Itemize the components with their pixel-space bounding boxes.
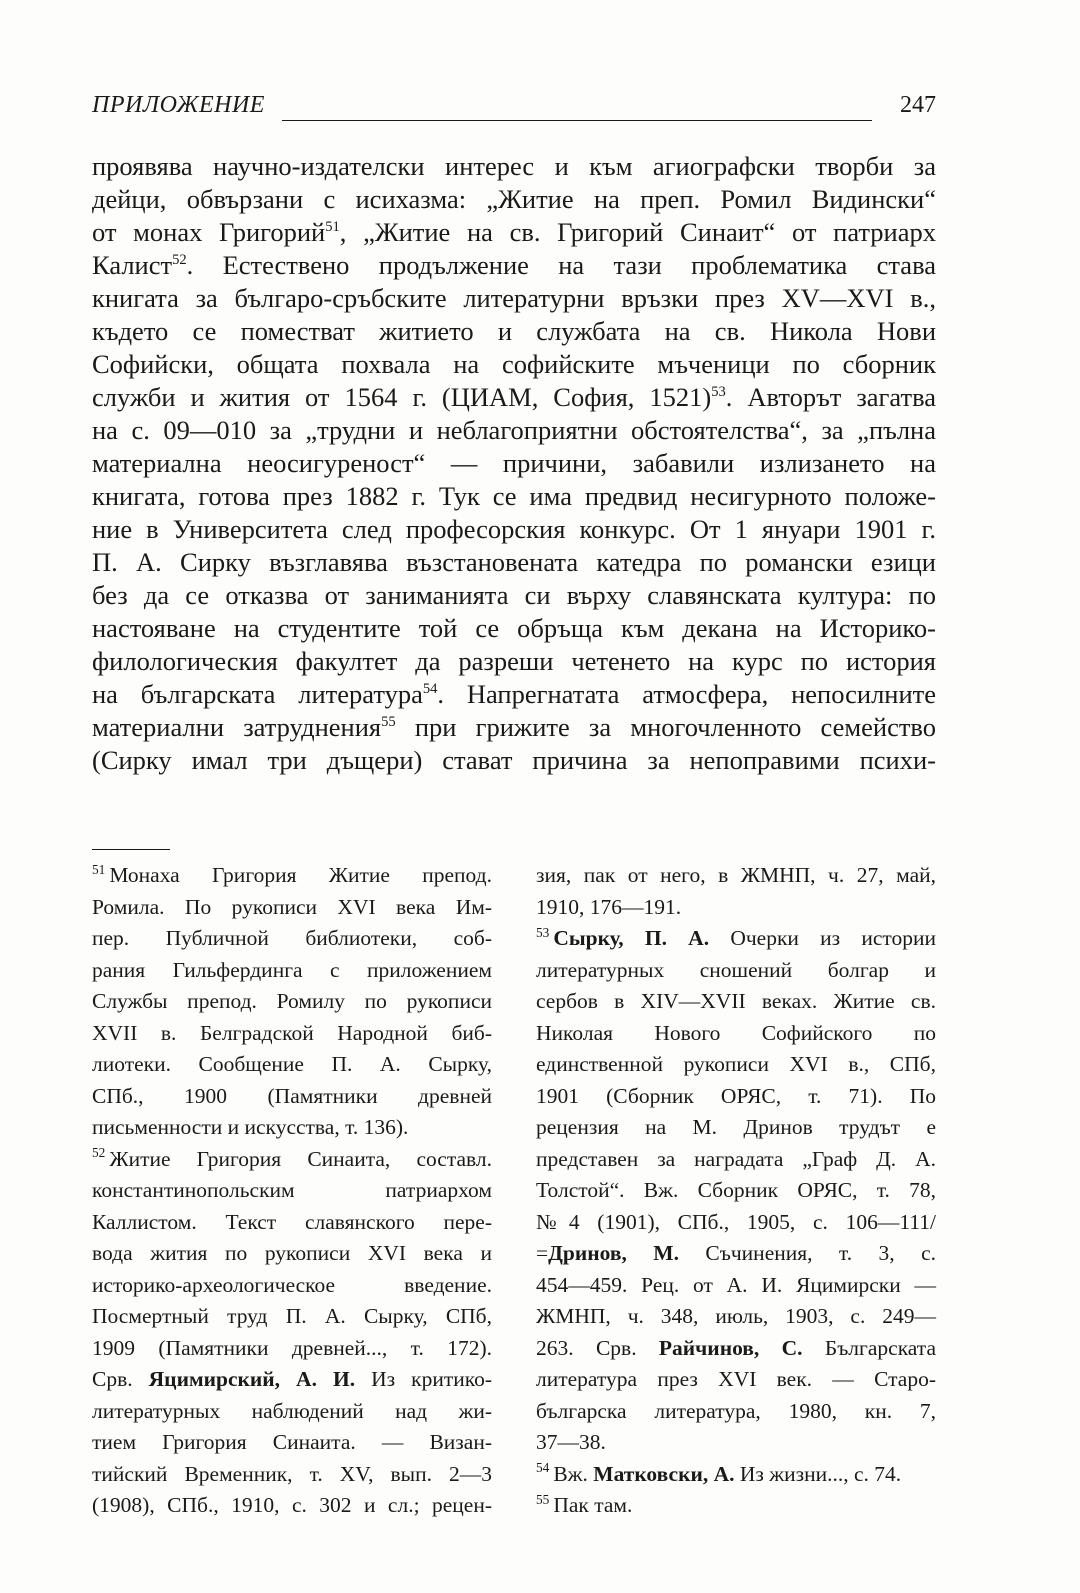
footnote-ref-54: 54 xyxy=(422,681,438,698)
footnote-line: Срв. Яцимирский, А. И. Из критико- xyxy=(92,1367,493,1391)
text-line: материална неосигуреност“ — причини, забавили излизането на xyxy=(92,448,936,478)
footnote-number-54: 54 xyxy=(536,1460,550,1476)
author-name: Яцимирский, А. И. xyxy=(148,1367,356,1391)
footnote-line: Ромила. По рукописи XVI века Им- xyxy=(92,894,492,919)
text-line: ние в Университета след професорския конкурс. От 1 януари 1901 г. xyxy=(92,514,936,544)
footnote-number-52: 52 xyxy=(92,1145,106,1161)
footnote-line: №4 (1901), СПб., 1905, с. 106—111/ xyxy=(536,1209,936,1234)
footnote-line: Каллистом. Текст славянского пере- xyxy=(92,1209,492,1234)
footnote-line: XVII в. Белградской Народной биб- xyxy=(92,1020,492,1045)
footnote-line: тийский Временник, т. XV, вып. 2—3 xyxy=(92,1461,492,1486)
footnotes-right-column xyxy=(536,860,936,1522)
text-line: настояване на студентите той се обръща към декана на Историко- xyxy=(92,613,936,643)
section-title: ПРИЛОЖЕНИЕ xyxy=(92,92,265,118)
footnote-line: $^{55}$ Пак там. xyxy=(536,1491,633,1517)
text-line: филологическия факултет да разреши четенето на курс по история xyxy=(92,646,936,676)
footnote-line: зия, пак от него, в ЖМНП, ч. 27, май, xyxy=(536,863,936,887)
footnote-line: СПб., 1900 (Памятники древней xyxy=(92,1083,492,1108)
text-line: където се поместват житието и службата на св. Никола Нови xyxy=(92,316,936,346)
text-line: на с. 09—010 за „трудни и неблагоприятни обстоятелства“, за „пълна xyxy=(92,415,936,445)
footnote-ref-51: 51 xyxy=(325,219,340,236)
footnote-separator xyxy=(92,849,170,850)
footnote-line: Службы препод. Ромилу по рукописи xyxy=(92,989,492,1013)
footnote-line: единственной рукописи XVI в., СПб, xyxy=(536,1052,936,1076)
footnote-line: 1909 (Памятники древней..., т. 172). xyxy=(92,1335,492,1360)
author-name: Райчинов, С. xyxy=(658,1335,803,1360)
text-line: без да се отказва от заниманията си върху славянската култура: по xyxy=(92,580,936,610)
main-text xyxy=(92,150,936,777)
footnote-line: 37—38. xyxy=(536,1430,606,1454)
footnote-line: българска литература, 1980, кн. 7, xyxy=(536,1398,936,1423)
footnote-number-55: 55 xyxy=(536,1491,550,1507)
footnote-line: литературных наблюдений над жи- xyxy=(92,1398,492,1423)
footnote-line: (1908), СПб., 1910, с. 302 и сл.; рецен- xyxy=(92,1493,492,1517)
footnote-line: сербов в XIV—XVII веках. Житие св. xyxy=(536,989,936,1013)
header-rule xyxy=(282,120,872,121)
footnote-line: пер. Публичной библиотеки, соб- xyxy=(92,926,492,950)
text-line: проявява научно-издателски интерес и към агиографски творби за xyxy=(92,151,936,181)
footnote-number-51: 51 xyxy=(92,861,106,877)
footnote-line: 263. Срв. Райчинов, С. Българската xyxy=(536,1335,936,1360)
footnote-line: 1901 (Сборник ОРЯС, т. 71). По xyxy=(536,1083,936,1108)
text-line: книгата, готова през 1882 г. Тук се има предвид несигурното положе- xyxy=(92,481,936,511)
footnote-line: ЖМНП, ч. 348, июль, 1903, с. 249— xyxy=(536,1304,936,1328)
footnote-line: представен за наградата „Граф Д. А. xyxy=(536,1146,936,1171)
footnote-line: $^{52}$ Житие Григория Синаита, составл. xyxy=(92,1145,492,1171)
footnote-ref-55: 55 xyxy=(381,714,396,731)
footnote-line: рецензия на М. Дринов трудът е xyxy=(536,1115,936,1139)
footnote-line: литература през XVI век. — Старо- xyxy=(536,1367,936,1391)
footnote-line: историко-археологическое введение. xyxy=(92,1272,492,1297)
footnote-line: Толстой“. Вж. Сборник ОРЯС, т. 78, xyxy=(536,1178,936,1202)
footnote-line: вода жития по рукописи XVI века и xyxy=(92,1241,492,1265)
footnote-line: $^{51}$ Монаха Григория Житие препод. xyxy=(92,861,492,887)
footnote-line: 454—459. Рец. от А. И. Яцимирски — xyxy=(536,1272,936,1297)
text-line: Калист$^{52}$. Естествено продължение на тази проблематика става xyxy=(92,250,936,280)
text-line: служби и жития от 1564 г. (ЦИАМ, София, 1521)$^{53}$. Авторът загатва xyxy=(92,382,937,412)
running-head xyxy=(92,92,936,126)
footnote-line: $^{54}$ Вж. Матковски, А. Из жизни..., с. 74. xyxy=(536,1460,902,1486)
footnote-ref-52: 52 xyxy=(172,252,187,269)
page-number: 247 xyxy=(900,92,936,118)
footnote-line: рания Гильфердинга с приложением xyxy=(92,957,492,982)
text-line: на българската литература$^{54}$. Напрегнатата атмосфера, непосилните xyxy=(92,679,936,709)
text-line: от монах Григорий$^{51}$, „Житие на св. Григорий Синаит“ от патриарх xyxy=(92,217,936,247)
author-name: Матковски, А. xyxy=(593,1461,735,1486)
text-line: материални затруднения$^{55}$ при грижите за многочленното семейство xyxy=(92,712,937,742)
footnote-line: Посмертный труд П. А. Сырку, СПб, xyxy=(92,1304,492,1328)
footnote-line: константинопольским патриархом xyxy=(92,1178,492,1202)
footnotes-left-column xyxy=(92,860,492,1522)
footnote-number-53: 53 xyxy=(536,924,550,940)
footnote-line: письменности и искусства, т. 136). xyxy=(92,1115,409,1139)
text-line: дейци, обвързани с исихазма: „Житие на преп. Ромил Видински“ xyxy=(92,184,936,214)
footnote-ref-53: 53 xyxy=(711,384,726,401)
footnote-line: =Дринов, М. Съчинения, т. 3, с. xyxy=(536,1241,936,1265)
text-line: (Сирку имал три дъщери) стават причина за непоправими психи- xyxy=(92,745,936,775)
footnote-line: Николая Нового Софийского по xyxy=(536,1020,936,1045)
text-line: книгата за българо-сръбските литературни връзки през XV—XVI в., xyxy=(92,283,936,313)
text-line: П. А. Сирку възглавява възстановената катедра по романски езици xyxy=(92,547,936,577)
footnote-line: 1910, 176—191. xyxy=(536,894,682,919)
author-name: Дринов, М. xyxy=(548,1241,679,1265)
footnote-line: литературных сношений болгар и xyxy=(536,957,936,982)
text-line: Софийски, общата похвала на софийските мъченици по сборник xyxy=(92,349,936,379)
footnote-line: тием Григория Синаита. — Визан- xyxy=(92,1430,492,1454)
footnote-line: $^{53}$ Сырку, П. А. Очерки из истории xyxy=(536,924,936,950)
footnote-line: лиотеки. Сообщение П. А. Сырку, xyxy=(92,1052,492,1076)
author-name: Сырку, П. А. xyxy=(553,926,710,950)
